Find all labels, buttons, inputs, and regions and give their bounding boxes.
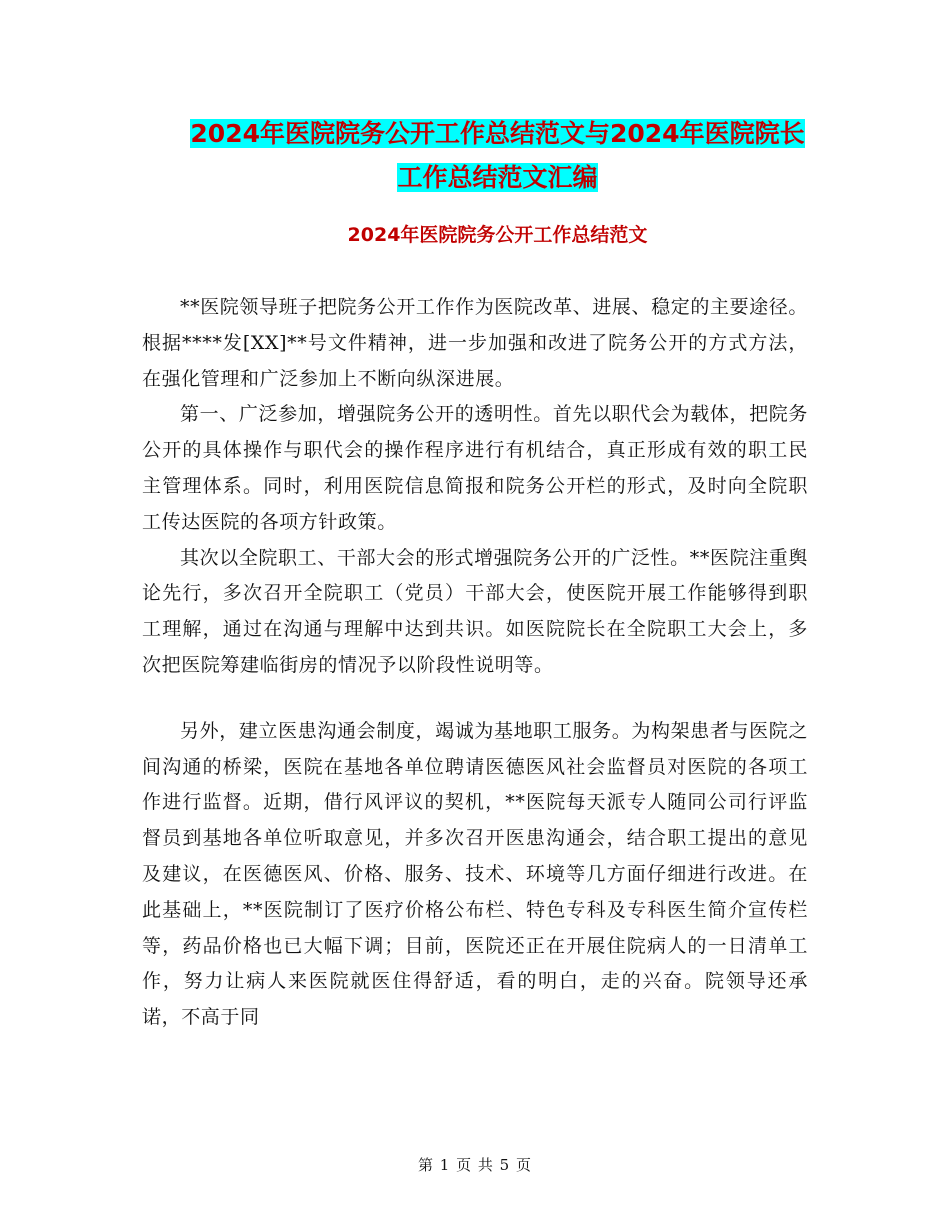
- document-body: [142, 290, 808, 1036]
- page-footer: 第 1 页 共 5 页: [418, 1156, 532, 1174]
- paragraph-2: 第一、广泛参加，增强院务公开的透明性。首先以职代会为载体，把院务公开的具体操作与职代会的操作程序进行有机结合，真正形成有效的职工民主管理体系。同时，利用医院信息简报和院务公开栏的形式，及时向全院职工传达医院的各项方针政策。: [142, 403, 808, 533]
- document-title-line-1: 2024年医院院务公开工作总结范文与2024年医院院长: [190, 119, 805, 148]
- section-title: 2024年医院院务公开工作总结范文: [347, 224, 648, 246]
- paragraph-3: 其次以全院职工、干部大会的形式增强院务公开的广泛性。**医院注重舆论先行，多次召开全院职工（党员）干部大会，使医院开展工作能够得到职工理解，通过在沟通与理解中达到共识。如医院院长在全院职工大会上，多次把医院筹建临街房的情况予以阶段性说明等。: [142, 546, 808, 676]
- document-title: [140, 112, 855, 200]
- paragraph-1: **医院领导班子把院务公开工作作为医院改革、进展、稳定的主要途径。根据****发[XX]**号文件精神，进一步加强和改进了院务公开的方式方法，在强化管理和广泛参加上不断向纵深进展。: [142, 296, 808, 390]
- document-title-line-2: 工作总结范文汇编: [397, 163, 598, 192]
- paragraph-4: 另外，建立医患沟通会制度，竭诚为基地职工服务。为构架患者与医院之间沟通的桥梁，医院在基地各单位聘请医德医风社会监督员对医院的各项工作进行监督。近期，借行风评议的契机，**医院每天派专人随同公司行评监督员到基地各单位听取意见，并多次召开医患沟通会，结合职工提出的意见及建议，在医德医风、价格、服务、技术、环境等几方面仔细进行改进。在此基础上，**医院制订了医疗价格公布栏、特色专科及专科医生简介宣传栏等，药品价格也已大幅下调；目前，医院还正在开展住院病人的一日清单工作，努力让病人来医院就医住得舒适，看的明白，走的兴奋。院领导还承诺，不高于同: [142, 719, 808, 1029]
